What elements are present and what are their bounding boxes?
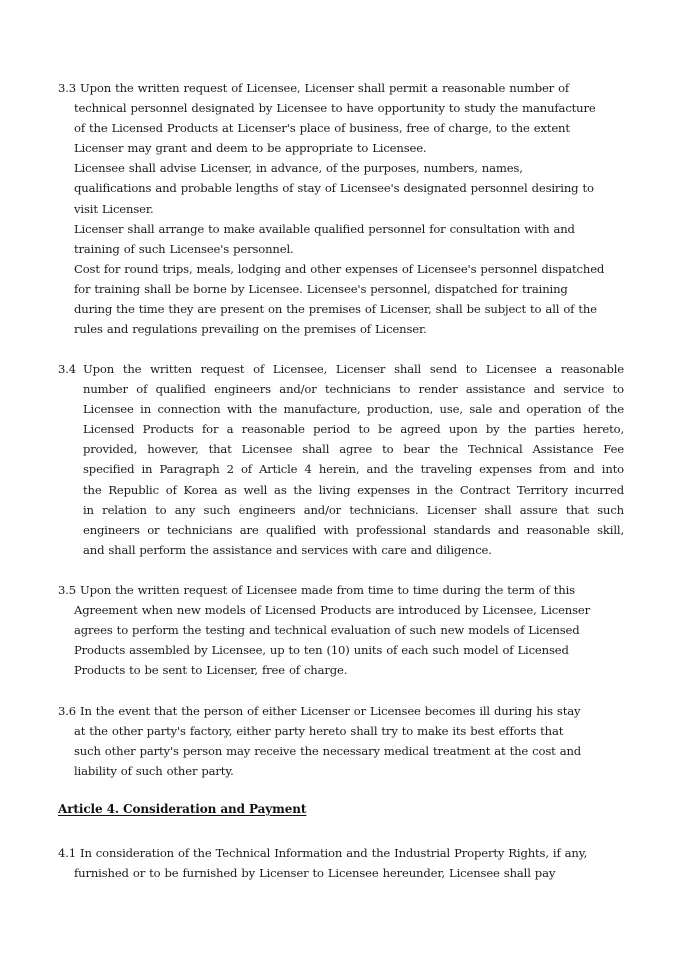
text-line: at the other party's factory, either party hereto shall try to make its best efforts that <box>74 724 564 739</box>
text-line: Licenser shall arrange to make available qualified personnel for consultation with and <box>74 221 575 236</box>
text-line: Agreement when new models of Licensed Products are introduced by Licensee, Licenser <box>74 603 591 618</box>
text-line: of the Licensed Products at Licenser's place of business, free of charge, to the extent <box>74 121 570 136</box>
section-3-5 <box>58 580 624 680</box>
text-line: 3.3 Upon the written request of Licensee, Licenser shall permit a reasonable number of <box>58 81 570 95</box>
text-line: Cost for round trips, meals, lodging and other expenses of Licensee's personnel dispatched <box>74 261 605 276</box>
section-number: 3.4 <box>58 362 76 376</box>
section-3-4 <box>58 359 624 560</box>
text-line: Licensee in connection with the manufacture, production, use, sale and operation of the <box>83 402 624 417</box>
text-line: Products to be sent to Licenser, free of charge. <box>74 663 348 678</box>
section-4-1 <box>58 843 624 883</box>
text-line: 3.5 Upon the written request of Licensee made from time to time during the term of this <box>58 583 575 597</box>
text-line: liability of such other party. <box>74 764 234 779</box>
text-line: agrees to perform the testing and technical evaluation of such new models of Licensed <box>74 623 580 638</box>
text-line: the Republic of Korea as well as the living expenses in the Contract Territory incurred <box>83 482 624 497</box>
article-heading: Article 4. Consideration and Payment <box>58 802 307 816</box>
text-line: such other party's person may receive the necessary medical treatment at the cost and <box>74 744 582 759</box>
text-line: specified in Paragraph 2 of Article 4 herein, and the traveling expenses from and into <box>83 462 624 477</box>
text-line: training of such Licensee's personnel. <box>74 241 294 256</box>
text-line: in relation to any such engineers and/or technicians. Licenser shall assure that such <box>83 502 624 517</box>
text-line: technical personnel designated by Licensee to have opportunity to study the manufacture <box>74 101 596 116</box>
text-line: engineers or technicians are qualified with professional standards and reasonable skill, <box>83 522 624 537</box>
text-line: qualifications and probable lengths of stay of Licensee's designated personnel desiring to <box>74 181 594 196</box>
text-line: rules and regulations prevailing on the premises of Licenser. <box>74 322 427 337</box>
text-line: Licenser may grant and deem to be appropriate to Licensee. <box>74 141 427 156</box>
text-line: number of qualified engineers and/or technicians to render assistance and service to <box>83 382 624 397</box>
text-line: 3.6 In the event that the person of either Licenser or Licensee becomes ill during his stay <box>58 704 581 718</box>
section-3-3 <box>58 78 624 339</box>
text-line: for training shall be borne by Licensee. Licensee's personnel, dispatched for training <box>74 281 568 296</box>
text-line: visit Licenser. <box>74 201 154 216</box>
text-line: and shall perform the assistance and services with care and diligence. <box>83 542 492 557</box>
text-line: during the time they are present on the premises of Licenser, shall be subject to all of the <box>74 302 597 317</box>
text-line: 3.4 Upon the written request of Licensee, Licenser shall send to Licensee a reasonable <box>58 359 624 379</box>
text-line: Licensee shall advise Licenser, in advance, of the purposes, numbers, names, <box>74 161 523 176</box>
text-line: furnished or to be furnished by Licenser to Licensee hereunder, Licensee shall pay <box>74 866 556 881</box>
section-3-6 <box>58 701 624 781</box>
text-line: Products assembled by Licensee, up to ten (10) units of each such model of Licensed <box>74 643 569 658</box>
text-line: 4.1 In consideration of the Technical Information and the Industrial Property Rights, if any, <box>58 846 588 860</box>
text-line: provided, however, that Licensee shall agree to bear the Technical Assistance Fee <box>83 442 624 457</box>
text-line: Licensed Products for a reasonable period to be agreed upon by the parties hereto, <box>83 422 624 437</box>
